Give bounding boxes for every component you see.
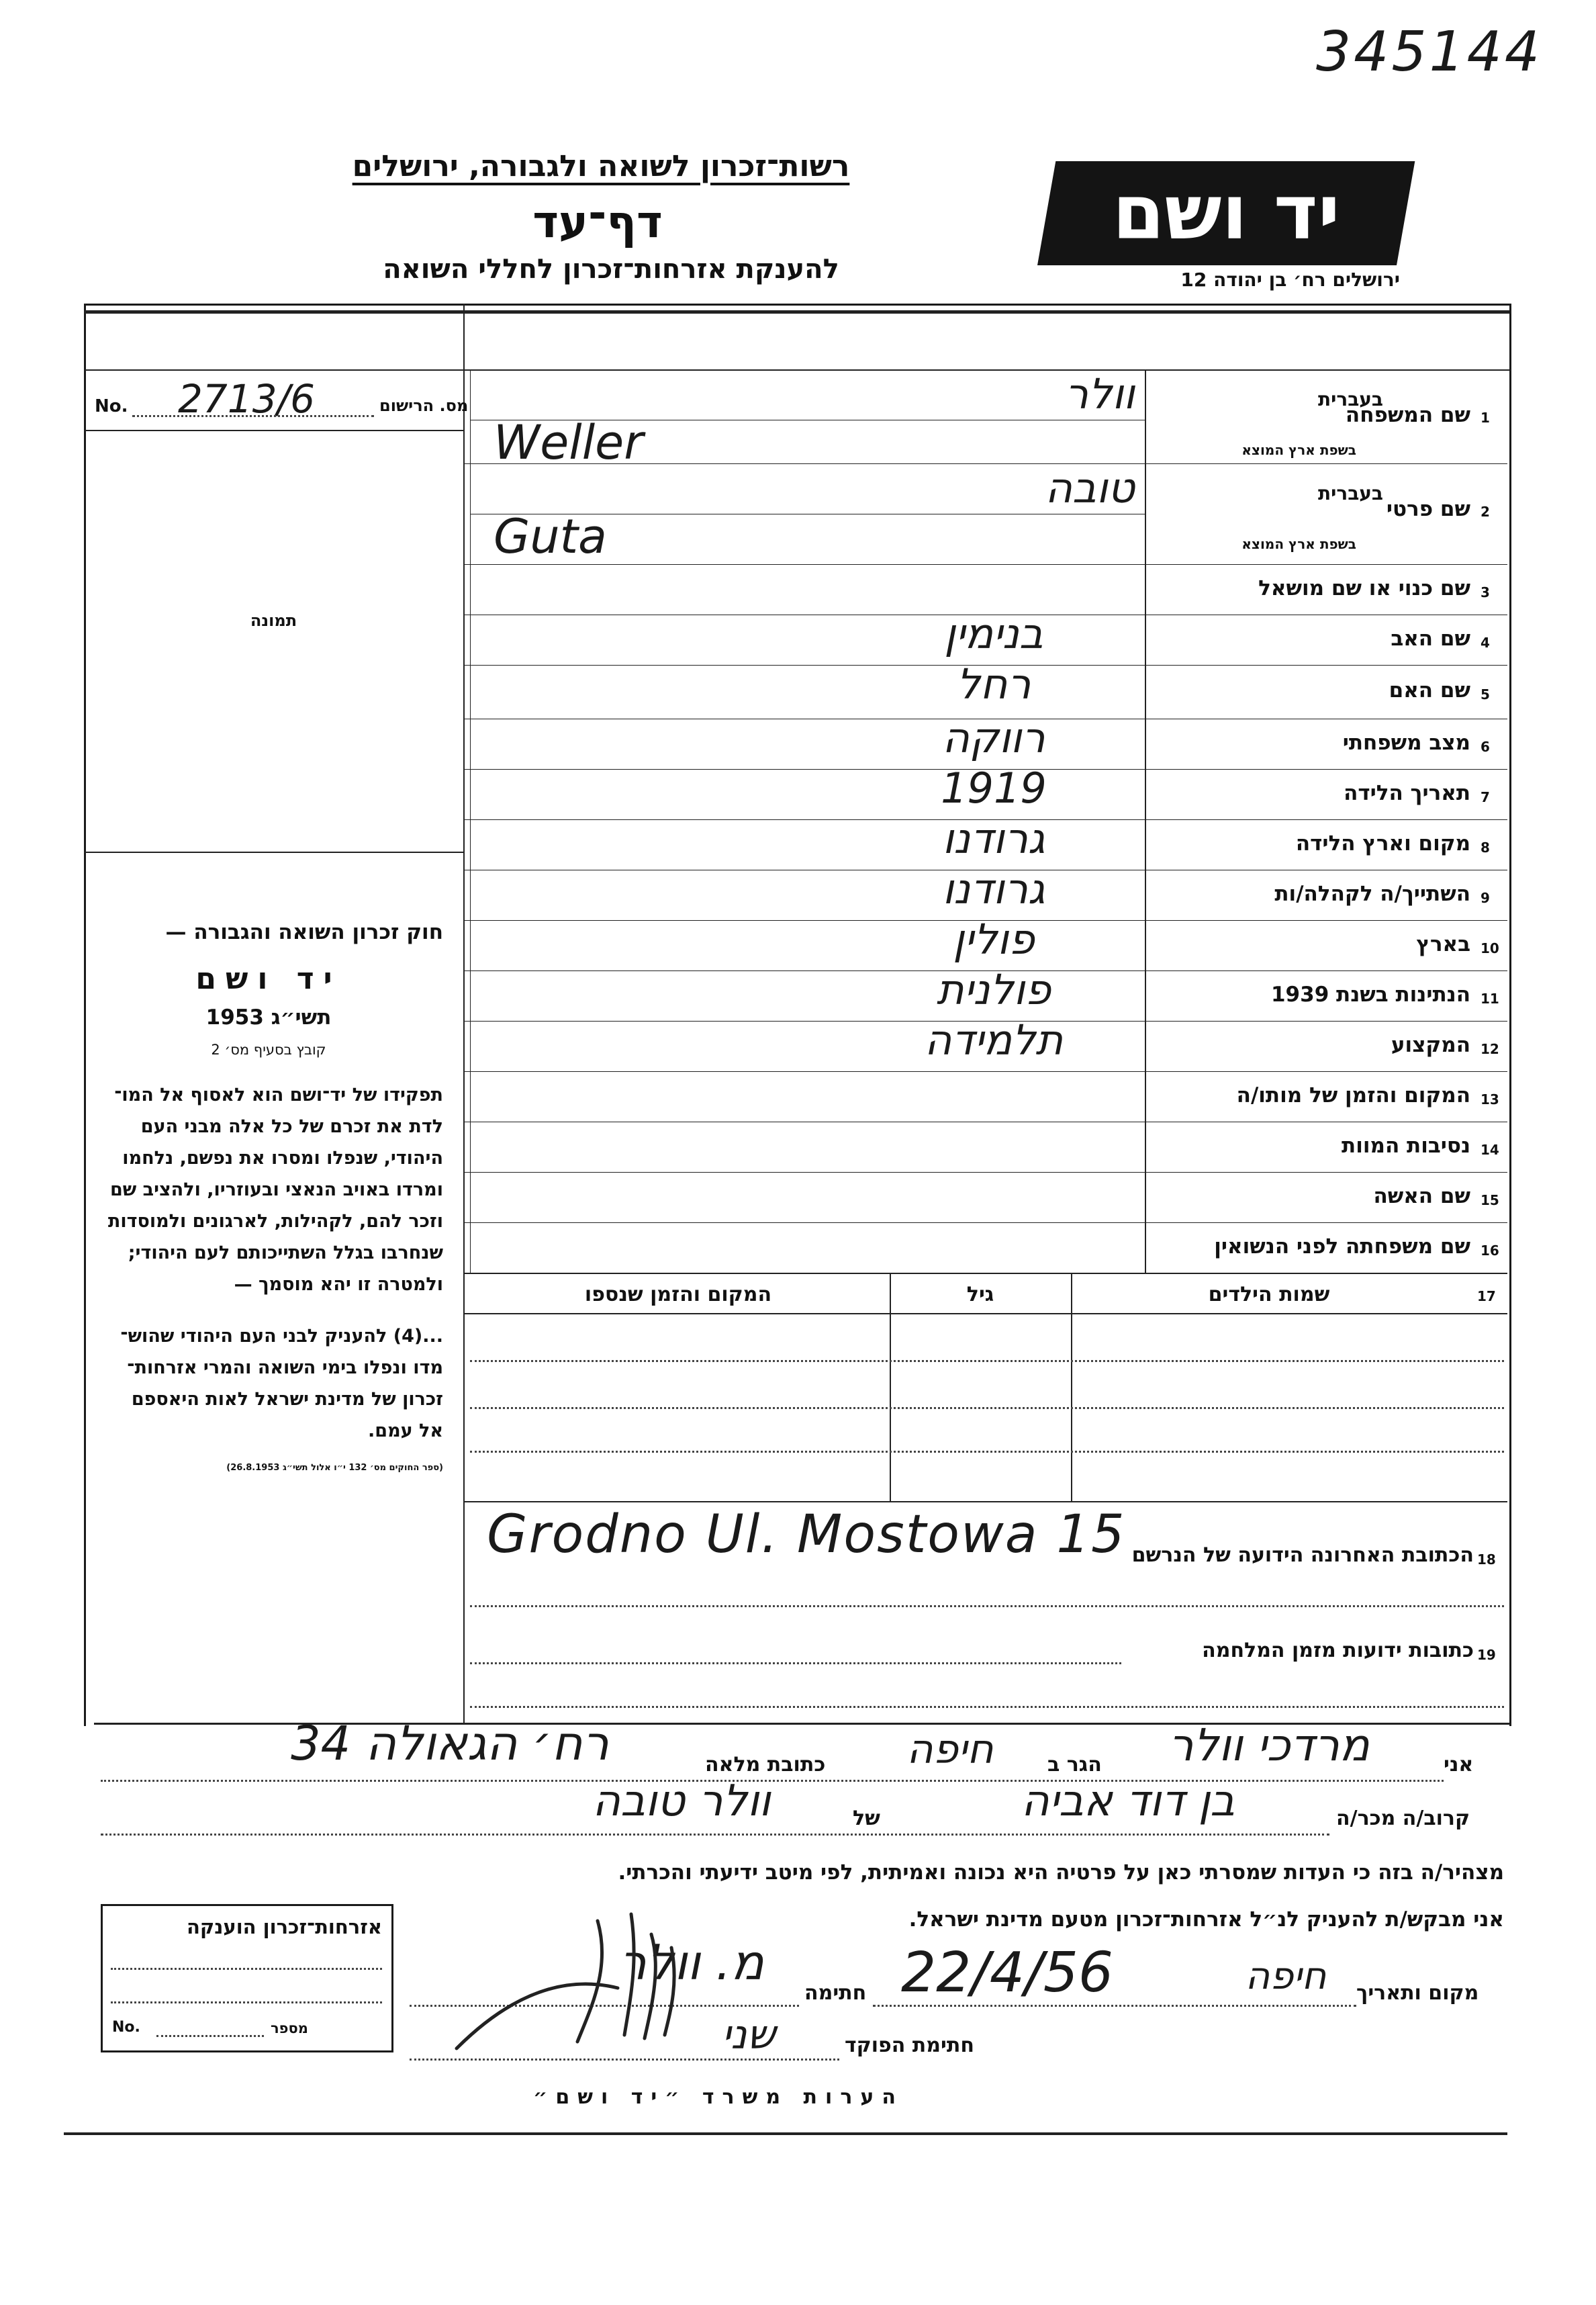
law-paragraph-line: ומרדו באויב הנאצי ובעוזריו, ולהציב שם [109, 1179, 443, 1200]
field-label-11: הנתינות בשנת 1939 [1270, 982, 1470, 1007]
law-paragraph-line: מדו ונפלו בימי השואה והמרי אזרחות־ [127, 1357, 443, 1378]
citizenship-box [101, 1904, 393, 2052]
field-num-13: 13 [1481, 1091, 1499, 1108]
field-num-6: 6 [1481, 738, 1490, 755]
yad-vashem-logo [1037, 161, 1415, 265]
children-col-names: שמות הילדים [1208, 1283, 1330, 1306]
field-num-9: 9 [1481, 889, 1490, 906]
signature-scribble [430, 1894, 712, 2069]
law-paragraph-line: ולמטרה זו יהא מוסמך — [234, 1274, 443, 1295]
field-num-2: 2 [1481, 504, 1490, 520]
field-label-6: מצב משפחתי [1342, 730, 1470, 755]
field-value-hebrew-2: טובה [1045, 463, 1135, 512]
law-paragraph-line: וזכר להם, לקהילות, לארגונים ולמוסדות [107, 1211, 443, 1232]
law-paragraph-line: תפקידו של יד־ושם הוא לאסוף אל המו־ [114, 1085, 443, 1105]
children-col-place: המקום והזמן שנספו [584, 1283, 772, 1306]
field-label-9: השתייך/ה לקהלה/ות [1274, 881, 1470, 906]
field-num-4: 4 [1481, 634, 1490, 651]
decl-signature-label: חתימה [804, 1981, 867, 2005]
decl-place-value: חיפה [1245, 1954, 1327, 1998]
field-label-12: המקצוע [1391, 1032, 1470, 1057]
law-paragraph [94, 1079, 443, 1447]
field-label-8: מקום וארץ הלידה [1295, 831, 1470, 856]
decl-place-date-label: מקום ותאריך [1356, 1981, 1479, 2005]
citizenship-number-label: מספר [271, 2020, 308, 2036]
field-num-3: 3 [1481, 584, 1490, 600]
decl-address-value: רח׳ הגאולה 34 [291, 1716, 609, 1771]
children-col-age: גיל [966, 1283, 994, 1306]
field-label-5: שם האם [1389, 678, 1470, 703]
decl-address-label: כתובת מלאה [705, 1753, 826, 1776]
field-value-5: רחל [956, 660, 1031, 709]
field-sub-foreign-2: בשפת ארץ המוצא [1241, 536, 1356, 552]
field-sub-hebrew-1: בעברית [1317, 388, 1383, 410]
decl-statement: מצהיר/ה בזה כי העדות שמסרתי כאן על פרטיה היא נכונה ואמיתית, לפי מיטב ידיעתי והכרתי. [618, 1860, 1504, 1885]
field-18-label: הכתובת האחרונה הידועה של הנרשם [1131, 1543, 1474, 1567]
children-row-line [470, 1407, 1504, 1409]
field-label-7: תאריך הלידה [1344, 780, 1470, 805]
field-label-14: נסיבות המוות [1342, 1133, 1470, 1158]
law-year: תשי״ג 1953 [205, 1005, 332, 1030]
field-num-18: 18 [1477, 1551, 1496, 1568]
field-19-label: כתובות ידועות מזמן המלחמה [1202, 1639, 1474, 1662]
registration-value: 2713/6 [178, 376, 316, 422]
decl-signature-value: מ. וולר [619, 1934, 764, 1991]
law-heading: חוק זכרון השואה והגבורה — [165, 920, 443, 944]
photo-label: תמונה [250, 611, 297, 630]
field-18-value: Grodno Ul. Mostowa 15 [487, 1504, 1126, 1565]
field-label-4: שם האב [1391, 626, 1470, 651]
decl-officer-label: חתימת הפוקד [845, 2034, 974, 2057]
registration-no-label: No. [95, 396, 128, 416]
decl-request: אני מבקש/ת להעניק לנ״ל אזרחות־זכרון מטעם מדינת ישראל. [908, 1907, 1504, 1932]
decl-resides-label: הגר ב [1047, 1753, 1102, 1776]
field-sub-hebrew-2: בעברית [1317, 482, 1383, 504]
law-paragraph-line: זכרון של מדינת ישראל לאות היאספם [131, 1389, 443, 1410]
field-num-16: 16 [1481, 1242, 1499, 1259]
decl-relative-label: קרוב/ה מכר/ה [1336, 1807, 1470, 1830]
law-paragraph-line: שנחרבו בגלל השתייכותם לעם היהודי; [128, 1242, 443, 1263]
field-value-9: גרודנו [942, 864, 1045, 913]
field-label-10: בארץ [1416, 932, 1470, 956]
citizenship-no-label: No. [112, 2019, 140, 2036]
decl-relative-value: בן דוד אביה [1021, 1776, 1235, 1826]
field-num-11: 11 [1481, 990, 1499, 1007]
field-value-6: רווקה [942, 713, 1045, 762]
field-label-1: שם המשפחה [1345, 403, 1470, 427]
field-value-11: פולנית [936, 965, 1051, 1014]
law-name: יד ושם [195, 962, 342, 996]
field-value-hebrew-1: וולר [1064, 369, 1135, 418]
field-label-15: שם האשה [1373, 1183, 1470, 1208]
logo-address: ירושלים רח׳ בן יהודה 12 [1180, 269, 1400, 291]
law-citation: (ספר החוקים מס׳ 132 י״ו אלול תשי״ג 26.8.1953) [226, 1463, 443, 1473]
footer-remarks: הערות משרד ״יד ושם״ [533, 2085, 904, 2109]
children-row-line [470, 1360, 1504, 1362]
form-subtitle: להענקת אזרחות־זכרון לחללי השואה [383, 254, 839, 285]
decl-date-value: 22/4/56 [900, 1941, 1114, 2005]
decl-ani-label: אני [1444, 1753, 1474, 1776]
field-label-16: שם משפחתה לפני הנשואין [1214, 1234, 1470, 1259]
law-paragraph-line: לדת את זכרם של כל אלה מבני העם [140, 1116, 443, 1137]
field-num-7: 7 [1481, 788, 1490, 805]
citizenship-title: אזרחות־זכרון הוענקה [186, 1915, 382, 1938]
field-num-1: 1 [1481, 410, 1490, 426]
field-value-4: בנימין [944, 609, 1043, 658]
field-sub-foreign-1: בשפת ארץ המוצא [1241, 442, 1356, 458]
decl-of-label: של [853, 1807, 880, 1830]
registration-hebrew-label: מס. הרישום [379, 396, 469, 415]
law-paragraph-line: אל עמם. [368, 1420, 443, 1441]
field-value-12: תלמידה [924, 1015, 1064, 1065]
law-block [94, 920, 443, 1473]
field-num-12: 12 [1481, 1040, 1499, 1057]
law-clause: קובץ בסעיף מס׳ 2 [211, 1042, 326, 1058]
logo-text: יד ושם [1112, 169, 1340, 257]
field-num-14: 14 [1481, 1141, 1499, 1158]
children-row-line [470, 1451, 1504, 1453]
decl-of-value: וולר טובה [592, 1776, 771, 1826]
field-num-15: 15 [1481, 1191, 1499, 1208]
field-value-foreign-2: Guta [494, 509, 607, 564]
decl-resides-value: חיפה [906, 1726, 994, 1773]
field-num-8: 8 [1481, 839, 1490, 856]
field-num-17: 17 [1477, 1288, 1496, 1304]
decl-ani-value: מרדכי וולר [1168, 1719, 1370, 1771]
form-title: דף־עד [532, 196, 663, 248]
field-value-8: גרודנו [942, 814, 1045, 863]
field-num-10: 10 [1481, 940, 1499, 956]
law-paragraph-line: ...(4) להעניק לבני העם היהודי שהוש־ [120, 1326, 443, 1347]
field-value-7: 1919 [941, 764, 1047, 813]
registration-block [84, 376, 469, 430]
field-num-19: 19 [1477, 1647, 1496, 1663]
authority-line: רשות־זכרון לשואה ולגבורה, ירושלים [352, 149, 850, 183]
law-paragraph-line: היהודי, שנפלו ומסרו את נפשם, נלחמו [122, 1148, 443, 1169]
field-num-5: 5 [1481, 686, 1490, 703]
field-label-13: המקום והזמן של מותו/ה [1236, 1083, 1470, 1108]
decl-officer-value: שני [722, 2012, 776, 2059]
field-value-foreign-1: Weller [494, 415, 644, 470]
field-value-10: פולין [953, 915, 1035, 964]
archive-number: 345144 [1316, 20, 1543, 84]
field-label-2: שם פרטי [1386, 497, 1470, 521]
field-label-3: שם כנוי או שם מושאל [1258, 576, 1470, 600]
